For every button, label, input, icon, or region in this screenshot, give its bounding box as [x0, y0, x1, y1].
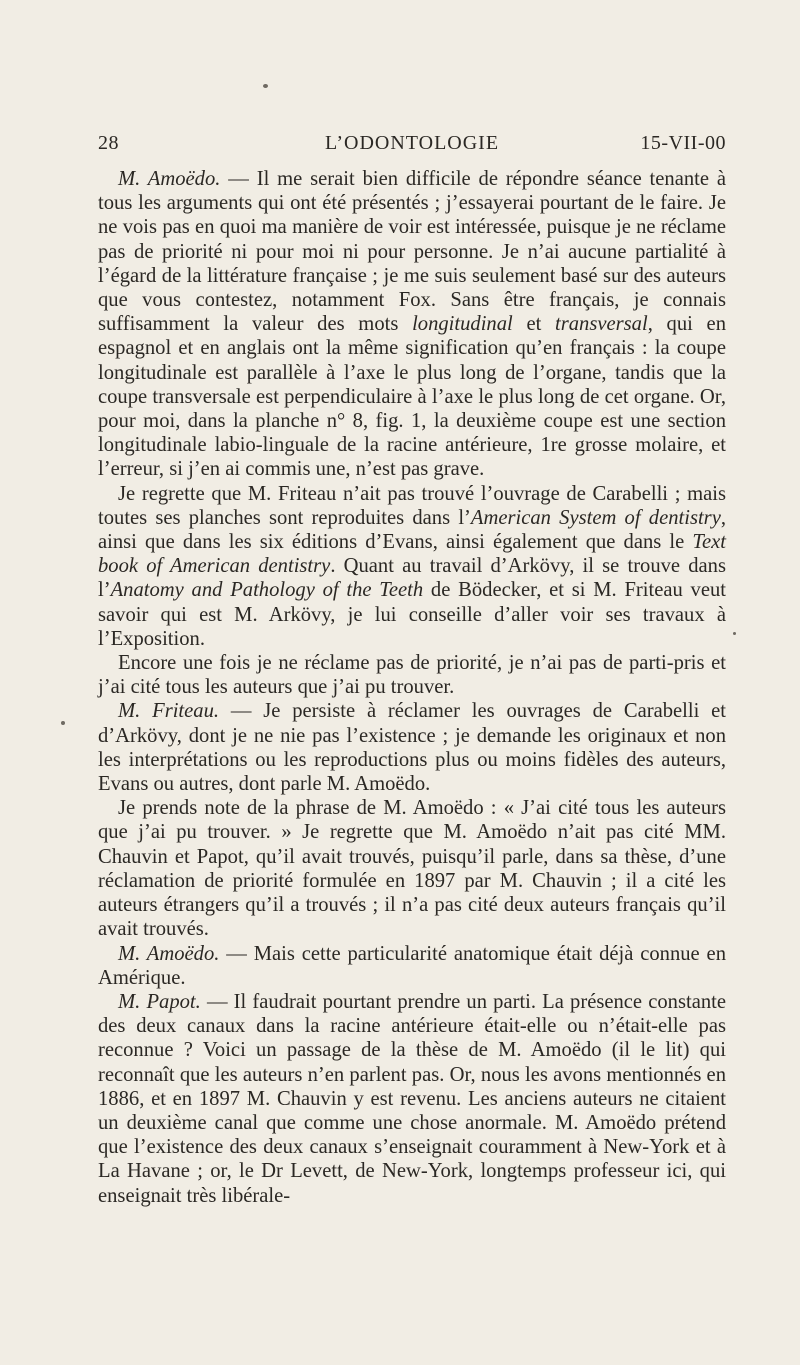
body-text: [98, 167, 726, 1208]
issue-date: 15-VII-00: [640, 132, 726, 154]
speaker-name: M. Amoëdo.: [118, 942, 220, 965]
paragraph: M. Friteau. — Je persiste à réclamer les ouvrages de Carabelli et d’Arkövy, dont je ne nie pas l’existence ; je demande les originaux et non les interprétations ou les reproductions plus ou moins fidèles des auteurs, Evans ou autres, dont parle M. Amoëdo.: [98, 700, 727, 796]
paragraph: M. Papot. — Il faudrait pourtant prendre un parti. La présence constante des deux canaux dans la racine antérieure était-elle ou n’était-elle pas reconnue ? Voici un passage de la thèse de M. Amoëdo (il le lit) qui reconnaît que les auteurs n’en parlent pas. Or, nous les avons mentionnés en 1886, et en 1897 M. Chauvin y est revenu. Les anciens auteurs ne citaient un deuxième canal que comme une chose anormale. M. Amoëdo prétend que l’existence des deux canaux s’enseignait couramment à New-York et à La Havane ; or, le Dr Levett, de New-York, longtemps professeur ici, qui enseignait très libérale-: [98, 990, 726, 1207]
paragraph: Je prends note de la phrase de M. Amoëdo : « J’ai cité tous les auteurs que j’ai pu trouver. » Je regrette que M. Amoëdo n’ait pas cité MM. Chauvin et Papot, qu’il avait trouvés, puisqu’il parle, dans sa thèse, d’une réclamation de priorité formulée en 1897 par M. Chauvin ; il a cité les auteurs étrangers qu’il a trouvés ; il n’a pas cité deux auteurs français qu’il avait trouvés.: [98, 797, 726, 941]
paragraph: M. Amoëdo. — Mais cette particularité anatomique était déjà connue en Amérique.: [98, 942, 726, 989]
speaker-name: M. Friteau.: [118, 700, 220, 723]
ink-speck: [61, 721, 65, 725]
ink-speck: [733, 632, 736, 635]
speaker-name: M. Amoëdo.: [118, 168, 221, 190]
paragraph: Je regrette que M. Friteau n’ait pas trouvé l’ouvrage de Carabelli ; mais toutes ses planches sont reproduites dans l’American System of dentistry, ainsi que dans les six éditions d’Evans, ainsi également que dans le Text book of American dentistry. Quant au travail d’Arkövy, il se trouve dans l’Anatomy and Pathology of the Teeth de Bödecker, et si M. Friteau veut savoir qui est M. Arkövy, je lui conseille d’aller voir ses travaux à l’Exposition.: [98, 482, 726, 650]
running-header: [98, 132, 726, 156]
paragraph: M. Amoëdo. — Il me serait bien difficile de répondre séance tenante à tous les arguments qui ont été présentés ; j’essayerai pourtant de le faire. Je ne vois pas en quoi ma manière de voir est intéressée, puisque je ne réclame pas de priorité ni pour moi ni pour personne. Je n’ai aucune partialité à l’égard de la littérature française ; je me suis seulement basé sur des auteurs que vous contestez, notamment Fox. Sans être français, je connais suffisamment la valeur des mots longitudinal et transversal, qui en espagnol et en anglais ont la même signification qu’en français : la coupe longitudinale est parallèle à l’axe le plus long de l’organe, tandis que la coupe transversale est perpendiculaire à l’axe le plus long de cet organe. Or, pour moi, dans la planche n° 8, fig. 1, la deuxième coupe est une section longitudinale labio-linguale de la racine antérieure, 1re grosse molaire, et l’erreur, si j’en ai commis une, n’est pas grave.: [98, 168, 727, 481]
page-number: 28: [98, 132, 119, 154]
paragraph: Encore une fois je ne réclame pas de priorité, je n’ai pas de parti-pris et j’ai cité tous les auteurs que j’ai pu trouver.: [98, 652, 726, 699]
speaker-name: M. Papot.: [118, 990, 201, 1013]
ink-speck: [263, 84, 268, 88]
journal-title: L’ODONTOLOGIE: [324, 132, 500, 154]
